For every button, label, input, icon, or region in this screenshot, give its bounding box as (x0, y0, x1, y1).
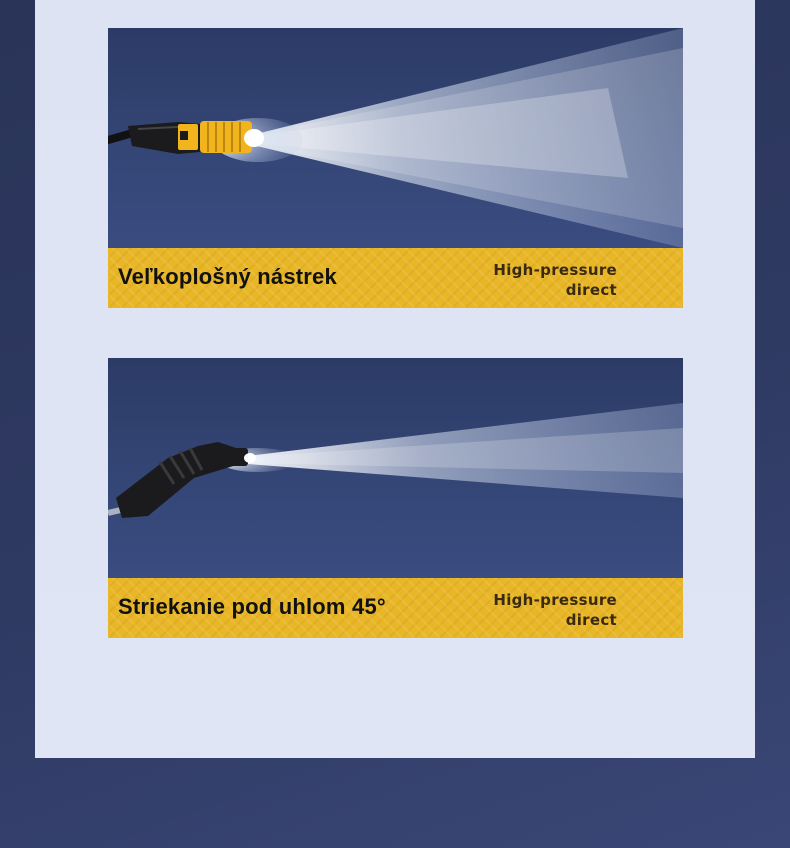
wide-spray-photo (108, 28, 683, 248)
spray-mode-tag-line1: High-pressure (493, 591, 617, 609)
spray-mode-tag-line1: High-pressure (493, 261, 617, 279)
spray-mode-title: Striekanie pod uhlom 45° (118, 594, 386, 619)
spray-mode-tag (457, 590, 617, 630)
spray-mode-tag-line2: direct (565, 281, 617, 299)
spray-mode-tag-line2: direct (565, 611, 617, 629)
angled-45-nozzle-icon (108, 358, 683, 578)
content-panel (35, 0, 755, 758)
spray-mode-banner (108, 578, 683, 638)
angled-spray-photo (108, 358, 683, 578)
wide-fan-nozzle-icon (108, 28, 683, 248)
spray-mode-title: Veľkoplošný nástrek (118, 264, 337, 289)
spray-mode-card-wide (108, 28, 683, 308)
spray-mode-banner (108, 248, 683, 308)
spray-mode-card-angled (108, 358, 683, 638)
spray-mode-tag (457, 260, 617, 300)
